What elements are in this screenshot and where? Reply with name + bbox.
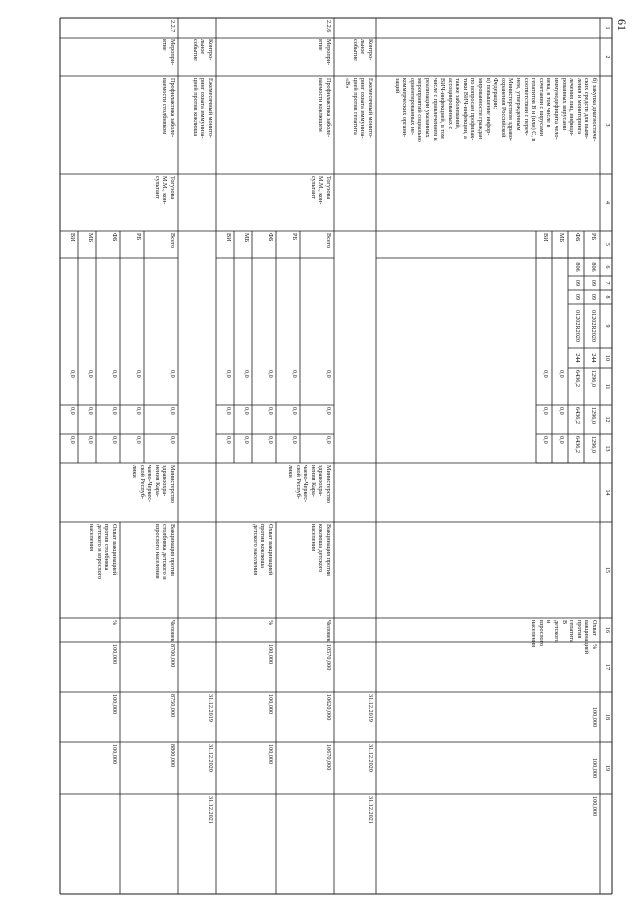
- m226-source-2: ФБ: [267, 233, 274, 242]
- top-c13-1: 6436,2: [574, 436, 581, 454]
- column-number-10: 10: [604, 355, 610, 361]
- m227-c12-4: 0,0: [69, 407, 76, 415]
- top-unit: %: [591, 644, 598, 650]
- top-c11-3: 0,0: [542, 370, 549, 378]
- column-number-18: 18: [604, 714, 610, 720]
- top-c13-0: 1296,0: [590, 436, 597, 454]
- event1-col3: Ежемесячный монито- ринг охвата иммуниза- цией против гепатита «В»: [344, 78, 374, 139]
- event2-col3: Ежемесячный монито- ринг охвата иммуниза- цией против коклюша: [191, 78, 214, 139]
- m226-resp: Тогузова М.М., кон- сультант: [309, 176, 332, 205]
- top-c13-2: 0,0: [558, 436, 565, 444]
- top-c6-1: 806: [574, 262, 581, 272]
- page-number: 61: [615, 19, 629, 31]
- m227-resp: Тогузова М.М., кон- сультант: [153, 176, 176, 205]
- column-number-12: 12: [604, 416, 610, 423]
- m227-c12-2: 0,0: [111, 407, 118, 415]
- m226-ind1-unit: Человек: [325, 620, 332, 642]
- top-source-3: ВИ: [542, 233, 549, 242]
- m227-ind1-unit: Человек: [169, 620, 176, 642]
- m227-c12-0: 0,0: [169, 407, 176, 415]
- event1-col2: Контро- льное событие: [351, 39, 374, 61]
- m227-source-3: МБ: [87, 233, 94, 243]
- m226-c11-1: 0,0: [291, 370, 298, 378]
- top-c12-2: 0,0: [558, 407, 565, 415]
- column-number-7: 7: [604, 281, 610, 285]
- top-c11-0: 1296,0: [590, 370, 597, 388]
- top-c9-1: 01202R2020: [574, 310, 581, 342]
- event1-date19: 31.12.2021: [367, 796, 374, 824]
- event1-date18: 31.12.2020: [367, 744, 374, 772]
- top-v17: 100,000: [591, 706, 598, 728]
- m227-c13-0: 0,0: [169, 436, 176, 444]
- column-number-15: 15: [604, 567, 610, 573]
- column-number-17: 17: [604, 664, 610, 670]
- m226-c13-3: 0,0: [243, 436, 250, 444]
- column-number-6: 6: [604, 265, 610, 269]
- m226-c11-4: 0,0: [225, 370, 232, 378]
- top-source-0: РБ: [590, 233, 597, 240]
- m227-executor: Министерство здравоохра- нения Кара- чаево-Черкес- ской Респуб- лики: [131, 465, 176, 504]
- m226-ind1-18: 10620,000: [325, 694, 332, 721]
- m227-source-1: РБ: [135, 233, 142, 240]
- column-number-3: 3: [604, 123, 610, 127]
- m226-col2: Меропри- ятие: [317, 39, 332, 66]
- m227-ind1-19: 8800,000: [169, 744, 176, 768]
- m226-c12-4: 0,0: [225, 407, 232, 415]
- column-number-19: 19: [604, 765, 610, 771]
- event2-date18: 31.12.2020: [207, 744, 214, 772]
- top-c12-3: 0,0: [542, 407, 549, 415]
- m227-col2: Меропри- ятие: [161, 39, 176, 66]
- m227-c11-3: 0,0: [87, 370, 94, 378]
- m227-ind1-18: 8750,000: [169, 694, 176, 718]
- m226-ind2: Охват вакцинацией против коклюша детского населения: [251, 524, 274, 576]
- m226-c11-3: 0,0: [243, 370, 250, 378]
- m226-c12-1: 0,0: [291, 407, 298, 415]
- m226-executor: Министерство здравоохра- нения Кара- чаево-Черкес- ской Респуб- лики: [287, 465, 332, 504]
- m227-c13-2: 0,0: [111, 436, 118, 444]
- m227-ind2-19: 100,000: [111, 744, 118, 765]
- top-c13-3: 0,0: [542, 436, 549, 444]
- m227-source-2: ФБ: [111, 233, 118, 242]
- m227-c13-1: 0,0: [135, 436, 142, 444]
- column-number-5: 5: [604, 243, 610, 246]
- m227-ind2-17: 100,000: [111, 644, 118, 665]
- m226-ind2-19: 100,000: [267, 744, 274, 765]
- m227-c12-3: 0,0: [87, 407, 94, 415]
- m226-source-3: МБ: [243, 233, 250, 243]
- m226-c11-2: 0,0: [267, 370, 274, 378]
- m227-c12-1: 0,0: [135, 407, 142, 415]
- m227-c13-3: 0,0: [87, 436, 94, 444]
- m226-c11-0: 0,0: [325, 370, 332, 378]
- column-number-13: 13: [604, 445, 610, 452]
- m226-ind2-17: 100,000: [267, 644, 274, 665]
- m226-ind1-19: 10670,000: [325, 744, 332, 771]
- top-source-2: МБ: [558, 233, 565, 243]
- m227-c11-2: 0,0: [111, 370, 118, 378]
- top-indicator: Охват вакцинацией против гепатита В детского и взрослого населения: [530, 620, 598, 654]
- top-c8-0: 09: [590, 293, 597, 301]
- top-v19: 100,000: [591, 796, 598, 817]
- m226-col3: Профилактика заболе- ваемости коклюшем: [317, 78, 332, 138]
- m227-ind2: Охват вакцинацией против столбняка детского и взрослого населения: [88, 524, 118, 580]
- column-number-1: 1: [604, 26, 610, 30]
- rotated-table-scan: [58, 18, 612, 894]
- m226-c12-2: 0,0: [267, 407, 274, 415]
- top-c9-0: 01202R2020: [590, 310, 597, 342]
- m226-c13-1: 0,0: [291, 436, 298, 444]
- top-c12-0: 1296,0: [590, 407, 597, 425]
- m227-c11-1: 0,0: [135, 370, 142, 378]
- m227-c13-4: 0,0: [69, 436, 76, 444]
- top-c10-0: 244: [590, 353, 597, 363]
- top-c6-0: 806: [590, 262, 597, 272]
- m227-ind2-unit: %: [111, 620, 118, 626]
- m227-ind1-17: 8700,000: [169, 644, 176, 668]
- m226-source-1: РБ: [291, 233, 298, 240]
- top-c7-1: 09: [574, 279, 581, 287]
- m227-ind2-18: 100,000: [111, 694, 118, 715]
- m227-source-0: Всего: [169, 233, 176, 249]
- m226-c13-2: 0,0: [267, 436, 274, 444]
- event2-date19: 31.12.2021: [207, 796, 214, 824]
- top-c11-2: 0,0: [558, 370, 565, 378]
- column-number-9: 9: [604, 324, 610, 328]
- m227-num: 2.2.7: [169, 20, 176, 33]
- m227-col3: Профилактика заболе- ваемости столбняком: [161, 78, 176, 138]
- column-number-16: 16: [604, 627, 610, 633]
- top-c8-1: 09: [574, 293, 581, 301]
- m226-c13-4: 0,0: [225, 436, 232, 444]
- m226-ind1-17: 10570,000: [325, 644, 332, 671]
- m227-c11-0: 0,0: [169, 370, 176, 378]
- column-number-14: 14: [604, 489, 610, 496]
- top-source-1: ФБ: [574, 233, 581, 242]
- top-c7-0: 09: [590, 279, 597, 287]
- event2-col2: Контро- льное событие: [191, 39, 214, 61]
- m226-ind1: Вакцинация против коклюша детского населения: [309, 524, 332, 576]
- m226-source-4: ВИ: [225, 233, 232, 242]
- m226-num: 2.2.6: [325, 20, 332, 33]
- top-c11-1: 6436,2: [574, 370, 581, 388]
- column-number-2: 2: [604, 55, 610, 59]
- top-v18: 100,000: [591, 757, 598, 779]
- column-number-4: 4: [604, 201, 610, 204]
- event1-date17: 31.12.2019: [367, 694, 374, 722]
- top-c12-1: 6436,2: [574, 407, 581, 425]
- m226-c13-0: 0,0: [325, 436, 332, 444]
- top-c10-1: 244: [574, 353, 581, 363]
- m226-c12-3: 0,0: [243, 407, 250, 415]
- m226-ind2-18: 100,000: [267, 694, 274, 715]
- column-number-11: 11: [604, 383, 610, 390]
- m226-source-0: Всего: [325, 233, 332, 249]
- landscape-table: [58, 18, 612, 894]
- m226-ind2-unit: %: [267, 620, 274, 626]
- event2-date17: 31.12.2019: [207, 694, 214, 722]
- m227-source-4: ВИ: [69, 233, 76, 242]
- m226-c12-0: 0,0: [325, 407, 332, 415]
- m227-c11-4: 0,0: [69, 370, 76, 378]
- m227-ind1: Вакцинация против столбняка детского и взрослого населения: [153, 524, 176, 580]
- top-col3-text: б) закупка диагностиче- ских средств для выяв- ления и мониторинга лечения лиц, инфици- рованных вирусами иммунодефицита чело- века, в том числе в сочетании с вирусами гепатитов В и (или) С, в соответствии с переч- нем, утвержденным Министерством здраво- охранения Российской Федерации; в) повышение инфор- мированности граждан по вопросам профилак- тики ВИЧ-инфекции, а также заболеваний, ассоциированных с ВИЧ-инфекцией, в том числе с привлечением к реализации указанных мероприятий социально ориентированных не- коммерческих органи- заций: [393, 78, 598, 142]
- column-number-8: 8: [604, 295, 610, 299]
